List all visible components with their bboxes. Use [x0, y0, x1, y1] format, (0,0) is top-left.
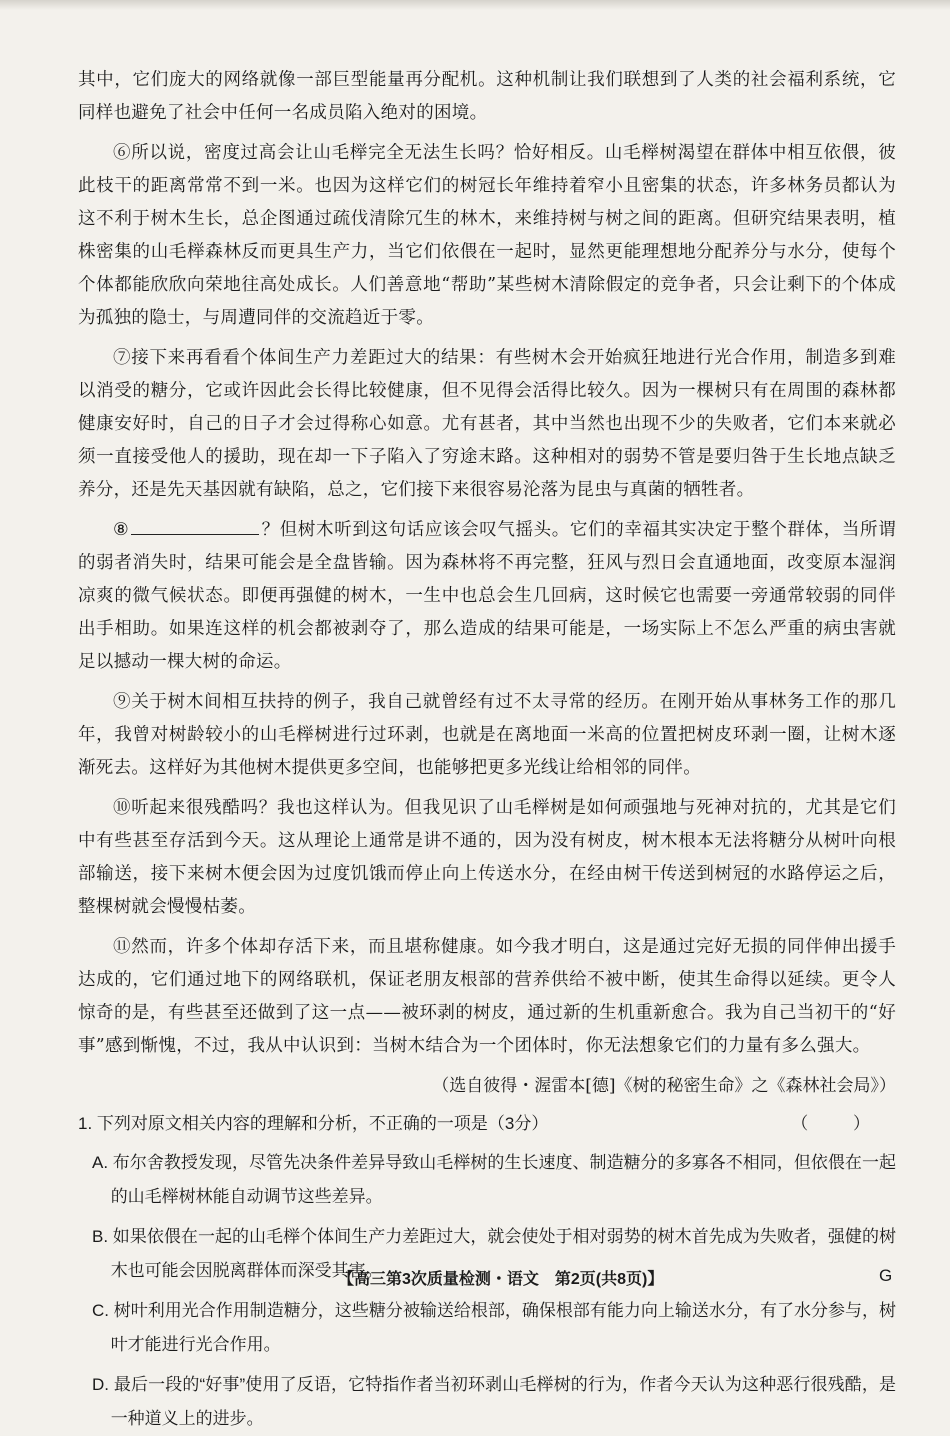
paragraph-10: ⑩听起来很残酷吗？我也这样认为。但我见识了山毛榉树是如何顽强地与死神对抗的，尤其是它们中有些甚至存活到今天。这从理论上通常是讲不通的，因为没有树皮，树木根本无法将糖分从树叶向根部输送，接下来树木便会因为过度饥饿而停止向上传送水分，在经由树干传送到树冠的水路停运之后，整棵树就会慢慢枯萎。: [78, 798, 896, 917]
question-1: [78, 1108, 896, 1140]
paragraph-9: ⑨关于树木间相互扶持的例子，我自己就曾经有过不太寻常的经历。在刚开始从事林务工作的那几年，我曾对树龄较小的山毛榉树进行过环剥，也就是在离地面一米高的位置把树皮环剥一圈，让树木逐渐死去。这样好为其他树木提供更多空间，也能够把更多光线让给相邻的同伴。: [78, 692, 896, 778]
paragraph-11: ⑪然而，许多个体却存活下来，而且堪称健康。如今我才明白，这是通过完好无损的同伴伸出援手达成的，它们通过地下的网络联机，保证老朋友根部的营养供给不被中断，使其生命得以延续。更令人惊奇的是，有些甚至还做到了这一点——被环剥的树皮，通过新的生机重新愈合。我为自己当初干的“好事”感到惭愧，不过，我从中认识到：当树木结合为一个团体时，你无法想象它们的力量有多么强大。: [78, 937, 896, 1056]
paragraph-5-continued: 其中，它们庞大的网络就像一部巨型能量再分配机。这种机制让我们联想到了人类的社会福利系统，它同样也避免了社会中任何一名成员陷入绝对的困境。: [78, 70, 896, 123]
question-stem: 1. 下列对原文相关内容的理解和分析，不正确的一项是（3分）: [78, 1114, 549, 1133]
scan-top-shadow: [0, 0, 950, 10]
fill-in-blank: [131, 516, 259, 535]
option-c: C. 树叶利用光合作用制造糖分，这些糖分被输送给根部，确保根部有能力向上输送水分，有了水分参与，树叶才能进行光合作用。: [92, 1301, 896, 1354]
paragraph-8: [78, 514, 896, 679]
footer-version-code: G: [879, 1266, 893, 1285]
paragraph-8-number: ⑧: [113, 520, 130, 540]
paragraph-8-text: ？但树木听到这句话应该会叹气摇头。它们的幸福其实决定于整个群体，当所谓的弱者消失时，结果可能会是全盘皆输。因为森林将不再完整，狂风与烈日会直通地面，改变原本湿润凉爽的微气候状态。即便再强健的树木，一生中也总会生几回病，这时候它也需要一旁通常较弱的同伴出手相助。如果连这样的机会都被剥夺了，那么造成的结果可能是，一场实际上不怎么严重的病虫害就足以撼动一棵大树的命运。: [78, 520, 896, 672]
footer-exam-info: 【高三第3次质量检测・语文 第2页(共8页)】: [338, 1271, 664, 1288]
option-d: D. 最后一段的“好事”使用了反语，它特指作者当初环剥山毛榉树的行为，作者今天认为这种恶行很残酷，是一种道义上的进步。: [92, 1375, 896, 1428]
source-citation: （选自彼得・渥雷本[德]《树的秘密生命》之《森林社会局》）: [432, 1076, 896, 1096]
answer-parentheses: （ ）: [791, 1114, 890, 1133]
paragraph-7: ⑦接下来再看看个体间生产力差距过大的结果：有些树木会开始疯狂地进行光合作用，制造多到难以消受的糖分，它或许因此会长得比较健康，但不见得会活得比较久。因为一棵树只有在周围的森林都健康安好时，自己的日子才会过得称心如意。尤有甚者，其中当然也出现不少的失败者，它们本来就必须一直接受他人的援助，现在却一下子陷入了穷途末路。这种相对的弱势不管是要归咎于生长地点缺乏养分，还是先天基因就有缺陷，总之，它们接下来很容易沦落为昆虫与真菌的牺牲者。: [78, 348, 896, 500]
option-a: A. 布尔舍教授发现，尽管先决条件差异导致山毛榉树的生长速度、制造糖分的多寡各不相同，但依偎在一起的山毛榉树林能自动调节这些差异。: [92, 1153, 896, 1206]
exam-page: [78, 64, 896, 1436]
option-b: B. 如果依偎在一起的山毛榉个体间生产力差距过大，就会使处于相对弱势的树木首先成为失败者，强健的树木也可能会因脱离群体而深受其害。: [92, 1227, 896, 1280]
paragraph-6: ⑥所以说，密度过高会让山毛榉完全无法生长吗？恰好相反。山毛榉树渴望在群体中相互依偎，彼此枝干的距离常常不到一米。也因为这样它们的树冠长年维持着窄小且密集的状态，许多林务员都认为这不利于树木生长，总企图通过疏伐清除冗生的林木，来维持树与树之间的距离。但研究结果表明，植株密集的山毛榉森林反而更具生产力，当它们依偎在一起时，显然更能理想地分配养分与水分，使每个个体都能欣欣向荣地往高处成长。人们善意地“帮助”某些树木清除假定的竞争者，只会让剩下的个体成为孤独的隐士，与周遭同伴的交流趋近于零。: [78, 143, 896, 328]
